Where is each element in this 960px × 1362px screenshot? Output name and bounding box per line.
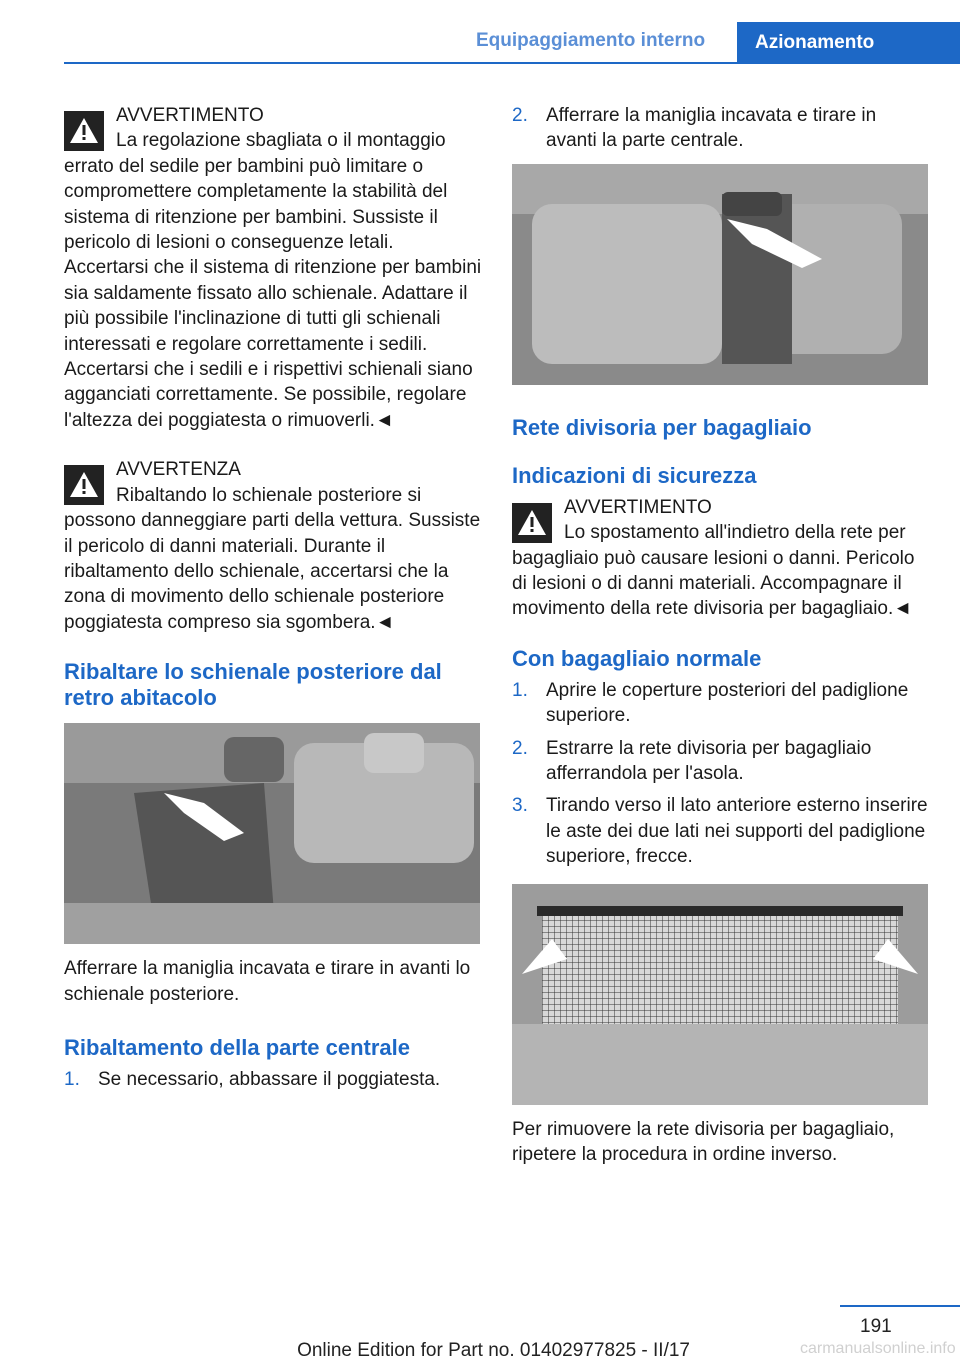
- list-item: [512, 793, 930, 869]
- step-list: [512, 103, 930, 154]
- section-heading: Ribaltare lo schienale posteriore dal retro abitacolo: [64, 659, 442, 711]
- list-item: [512, 103, 930, 154]
- warning-icon: [64, 465, 104, 505]
- warning-title: AVVERTIMENTO: [564, 496, 712, 518]
- warning-block: [512, 495, 930, 622]
- cargo-net-photo: [512, 884, 928, 1105]
- page-number: 191: [860, 1316, 892, 1337]
- section-heading: Rete divisoria per bagagliaio: [512, 414, 812, 440]
- left-column: [64, 103, 482, 1099]
- watermark: carmanualsonline.info: [800, 1340, 956, 1357]
- warning-title: AVVERTIMENTO: [116, 105, 264, 126]
- list-item: [512, 678, 930, 729]
- list-item: [64, 1067, 482, 1092]
- step-number: 1.: [512, 679, 528, 701]
- step-text: Afferrare la maniglia incavata e tirare in avanti la parte centrale.: [546, 105, 877, 152]
- step-list: [64, 1067, 482, 1092]
- footer-edition: Online Edition for Part no. 01402977825 - II/17: [297, 1340, 690, 1361]
- step-number: 2.: [512, 737, 528, 759]
- caution-text: Ribaltando lo schienale posteriore si possono danneggiare parti della vettura. Sussiste il pericolo di danni materiali. Durante il ribaltamento dello schienale, accertarsi che la zona di movimento dello schienale posteriore poggiatesta compreso sia sgombera.◄: [64, 484, 481, 633]
- header-tab-label: Azionamento: [755, 32, 875, 53]
- right-column: [512, 103, 930, 1168]
- step-text: Tirando verso il lato anteriore esterno inserire le aste dei due lati nei supporti del padiglione superiore, frecce.: [546, 795, 928, 868]
- section-heading: Con bagagliaio normale: [512, 645, 762, 671]
- step-text: Se necessario, abbassare il poggiatesta.: [98, 1068, 441, 1090]
- warning-text: Lo spostamento all'indietro della rete per bagagliaio può causare lesioni o danni. Pericolo di lesioni o di danni materiali. Accompagnare il movimento della rete divisoria per bagagliaio.◄: [512, 522, 915, 620]
- section-subheading: Indicazioni di sicurezza: [512, 462, 757, 488]
- caution-block: [64, 457, 482, 635]
- step-list: [512, 678, 930, 870]
- step-number: 3.: [512, 795, 528, 817]
- step-text: Estrarre la rete divisoria per bagagliaio afferrandola per l'asola.: [546, 737, 872, 785]
- step-number: 1.: [64, 1068, 80, 1090]
- caution-title: AVVERTENZA: [116, 459, 241, 481]
- photo-caption: Afferrare la maniglia incavata e tirare in avanti lo schienale posteriore.: [64, 958, 471, 1005]
- warning-text: La regolazione sbagliata o il montaggio errato del sedile per bambini può limitare o compromettere completamente la stabilità del sistema di ritenzione per bambini. Sussiste il pericolo di lesioni o conseguenze letali. Accertarsi che il sistema di ritenzione per bambini sia saldamente fissato allo schienale. Adattare il più possibile l'inclinazione di tutti gli schienali interessati e regolare correttamente i sedili. Accertarsi che i sedili e i rispettivi schienali siano agganciati correttamente. Se possibile, regolare l'altezza dei poggiatesta o rimuoverli.◄: [64, 130, 482, 431]
- warning-icon: [64, 111, 104, 151]
- section-heading: Ribaltamento della parte centrale: [64, 1034, 410, 1060]
- center-seat-photo: [512, 164, 928, 385]
- warning-block: [64, 103, 482, 433]
- seat-photo: [64, 723, 480, 944]
- header-tab: [737, 22, 960, 64]
- step-number: 2.: [512, 105, 528, 126]
- header-section: Equipaggiamento interno: [476, 30, 706, 51]
- step-text: Aprire le coperture posteriori del padiglione superiore.: [546, 679, 909, 727]
- photo-caption: Per rimuovere la rete divisoria per bagagliaio, ripetere la procedura in ordine inverso.: [512, 1118, 895, 1166]
- footer-rule: [840, 1305, 960, 1307]
- warning-icon: [512, 503, 552, 543]
- list-item: [512, 736, 930, 787]
